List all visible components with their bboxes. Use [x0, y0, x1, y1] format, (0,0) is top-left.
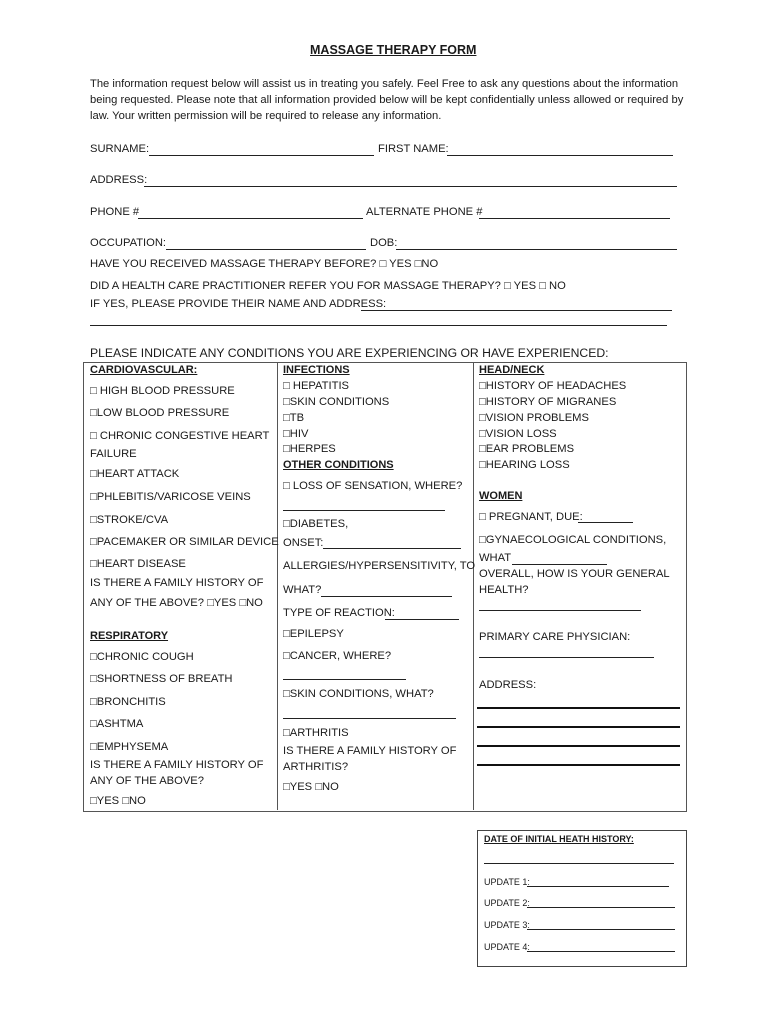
checkbox-vision-problems[interactable]: □VISION PROBLEMS: [479, 412, 589, 424]
checkbox-chronic-cough[interactable]: □CHRONIC COUGH: [90, 651, 194, 663]
cancer-where-field[interactable]: [283, 679, 406, 680]
reaction-label: TYPE OF REACTION:: [283, 607, 395, 619]
physician-label: PRIMARY CARE PHYSICIAN:: [479, 631, 631, 643]
checkbox-loss-of-sensation[interactable]: □ LOSS OF SENSATION, WHERE?: [283, 480, 463, 492]
arthritis-yes-no[interactable]: □YES □NO: [283, 781, 339, 793]
phone-field[interactable]: [138, 218, 363, 219]
update3-field[interactable]: [527, 929, 675, 930]
checkbox-pacemaker[interactable]: □PACEMAKER OR SIMILAR DEVICE: [90, 536, 279, 548]
resp-family-history-line2: ANY OF THE ABOVE?: [90, 775, 204, 787]
first-name-field[interactable]: [447, 155, 673, 156]
referral-question[interactable]: DID A HEALTH CARE PRACTITIONER REFER YOU FOR MASSAGE THERAPY? □ YES □ NO: [90, 280, 566, 292]
checkbox-hepatitis[interactable]: □ HEPATITIS: [283, 380, 350, 392]
checkbox-high-blood-pressure[interactable]: □ HIGH BLOOD PRESSURE: [90, 385, 235, 397]
checkbox-asthma[interactable]: □ASHTMA: [90, 718, 144, 730]
checkbox-heart-attack[interactable]: □HEART ATTACK: [90, 468, 180, 480]
physician-field[interactable]: [479, 657, 654, 658]
update2-field[interactable]: [527, 907, 675, 908]
head-neck-heading: HEAD/NECK: [479, 364, 545, 376]
dob-field[interactable]: [396, 249, 677, 250]
resp-family-history-line1: IS THERE A FAMILY HISTORY OF: [90, 759, 264, 771]
first-name-label: FIRST NAME:: [378, 143, 449, 155]
resp-family-yes-no[interactable]: □YES □NO: [90, 795, 146, 807]
occupation-field[interactable]: [166, 249, 366, 250]
allergies-what-field[interactable]: [321, 596, 452, 597]
cardio-family-history-line2[interactable]: ANY OF THE ABOVE? □YES □NO: [90, 597, 263, 609]
checkbox-gynaecological[interactable]: □GYNAECOLOGICAL CONDITIONS,: [479, 534, 667, 546]
onset-label: ONSET:: [283, 537, 324, 549]
health-history-heading: DATE OF INITIAL HEATH HISTORY:: [484, 834, 634, 844]
physician-address-line-2[interactable]: [477, 726, 680, 728]
checkbox-headaches[interactable]: □HISTORY OF HEADACHES: [479, 380, 627, 392]
checkbox-epilepsy[interactable]: □EPILEPSY: [283, 628, 344, 640]
referral-details-label: IF YES, PLEASE PROVIDE THEIR NAME AND ADDRESS:: [90, 298, 387, 310]
infections-heading: INFECTIONS: [283, 364, 350, 376]
checkbox-arthritis[interactable]: □ARTHRITIS: [283, 727, 349, 739]
reaction-field[interactable]: [385, 619, 459, 620]
checkbox-skin-conditions-what[interactable]: □SKIN CONDITIONS, WHAT?: [283, 688, 434, 700]
update1-field[interactable]: [527, 886, 669, 887]
gyn-what-label: WHAT: [479, 552, 512, 564]
cardio-family-history-line1: IS THERE A FAMILY HISTORY OF: [90, 577, 264, 589]
checkbox-skin-conditions[interactable]: □SKIN CONDITIONS: [283, 396, 390, 408]
due-date-field[interactable]: [578, 522, 633, 523]
alt-phone-label: ALTERNATE PHONE #: [366, 206, 483, 218]
update2-label: UPDATE 2:: [484, 898, 530, 908]
cardiovascular-heading: CARDIOVASCULAR:: [90, 364, 198, 376]
checkbox-emphysema[interactable]: □EMPHYSEMA: [90, 741, 169, 753]
surname-field[interactable]: [149, 155, 374, 156]
update3-label: UPDATE 3:: [484, 920, 530, 930]
alt-phone-field[interactable]: [479, 218, 670, 219]
intro-paragraph: The information request below will assist us in treating you safely. Feel Free to ask any questions about the information being requested. Please note that all information provided below will be kept confidentially unless allowed or required by law. Your written permission will be required to release any information.: [90, 78, 684, 122]
gyn-what-field[interactable]: [512, 564, 607, 565]
checkbox-phlebitis[interactable]: □PHLEBITIS/VARICOSE VEINS: [90, 491, 251, 503]
general-health-line1: OVERALL, HOW IS YOUR GENERAL: [479, 568, 670, 580]
checkbox-herpes[interactable]: □HERPES: [283, 443, 336, 455]
column-divider-1: [277, 362, 278, 810]
checkbox-hearing-loss[interactable]: □HEARING LOSS: [479, 459, 570, 471]
initial-history-date-field[interactable]: [484, 863, 674, 864]
checkbox-vision-loss[interactable]: □VISION LOSS: [479, 428, 557, 440]
conditions-heading: PLEASE INDICATE ANY CONDITIONS YOU ARE EXPERIENCING OR HAVE EXPERIENCED:: [90, 346, 609, 360]
page-title: MASSAGE THERAPY FORM: [310, 43, 477, 57]
congestive-heart-failure-line2: FAILURE: [90, 448, 137, 460]
onset-field[interactable]: [323, 548, 461, 549]
checkbox-cancer[interactable]: □CANCER, WHERE?: [283, 650, 392, 662]
address-label: ADDRESS:: [90, 174, 148, 186]
arthritis-family-line1: IS THERE A FAMILY HISTORY OF: [283, 745, 457, 757]
checkbox-bronchitis[interactable]: □BRONCHITIS: [90, 696, 166, 708]
physician-address-line-1[interactable]: [477, 707, 680, 709]
arthritis-family-line2: ARTHRITIS?: [283, 761, 349, 773]
checkbox-diabetes[interactable]: □DIABETES,: [283, 518, 349, 530]
checkbox-heart-disease[interactable]: □HEART DISEASE: [90, 558, 186, 570]
respiratory-heading: RESPIRATORY: [90, 630, 169, 642]
physician-address-line-4[interactable]: [477, 764, 680, 766]
allergies-what-label: WHAT?: [283, 584, 322, 596]
referral-details-field-2[interactable]: [90, 325, 667, 326]
checkbox-migranes[interactable]: □HISTORY OF MIGRANES: [479, 396, 617, 408]
checkbox-tb[interactable]: □TB: [283, 412, 305, 424]
column-divider-2: [473, 362, 474, 810]
physician-address-label: ADDRESS:: [479, 679, 537, 691]
address-field[interactable]: [144, 186, 677, 187]
checkbox-pregnant[interactable]: □ PREGNANT, DUE:: [479, 511, 583, 523]
checkbox-hiv[interactable]: □HIV: [283, 428, 309, 440]
general-health-field[interactable]: [479, 610, 641, 611]
update1-label: UPDATE 1:: [484, 877, 530, 887]
skin-what-field[interactable]: [283, 718, 456, 719]
referral-details-field[interactable]: [361, 310, 672, 311]
phone-label: PHONE #: [90, 206, 140, 218]
checkbox-shortness-of-breath[interactable]: □SHORTNESS OF BREATH: [90, 673, 233, 685]
update4-label: UPDATE 4:: [484, 942, 530, 952]
massage-before-question[interactable]: HAVE YOU RECEIVED MASSAGE THERAPY BEFORE? □ YES □NO: [90, 258, 439, 270]
sensation-where-field[interactable]: [283, 510, 445, 511]
dob-label: DOB:: [370, 237, 398, 249]
allergies-label: ALLERGIES/HYPERSENSITIVITY, TO: [283, 560, 476, 572]
checkbox-stroke[interactable]: □STROKE/CVA: [90, 514, 169, 526]
surname-label: SURNAME:: [90, 143, 150, 155]
physician-address-line-3[interactable]: [477, 745, 680, 747]
checkbox-congestive-heart-failure[interactable]: □ CHRONIC CONGESTIVE HEART: [90, 430, 270, 442]
update4-field[interactable]: [527, 951, 675, 952]
general-health-line2: HEALTH?: [479, 584, 529, 596]
other-conditions-heading: OTHER CONDITIONS: [283, 459, 394, 471]
checkbox-low-blood-pressure[interactable]: □LOW BLOOD PRESSURE: [90, 407, 230, 419]
women-heading: WOMEN: [479, 490, 523, 502]
occupation-label: OCCUPATION:: [90, 237, 167, 249]
checkbox-ear-problems[interactable]: □EAR PROBLEMS: [479, 443, 575, 455]
